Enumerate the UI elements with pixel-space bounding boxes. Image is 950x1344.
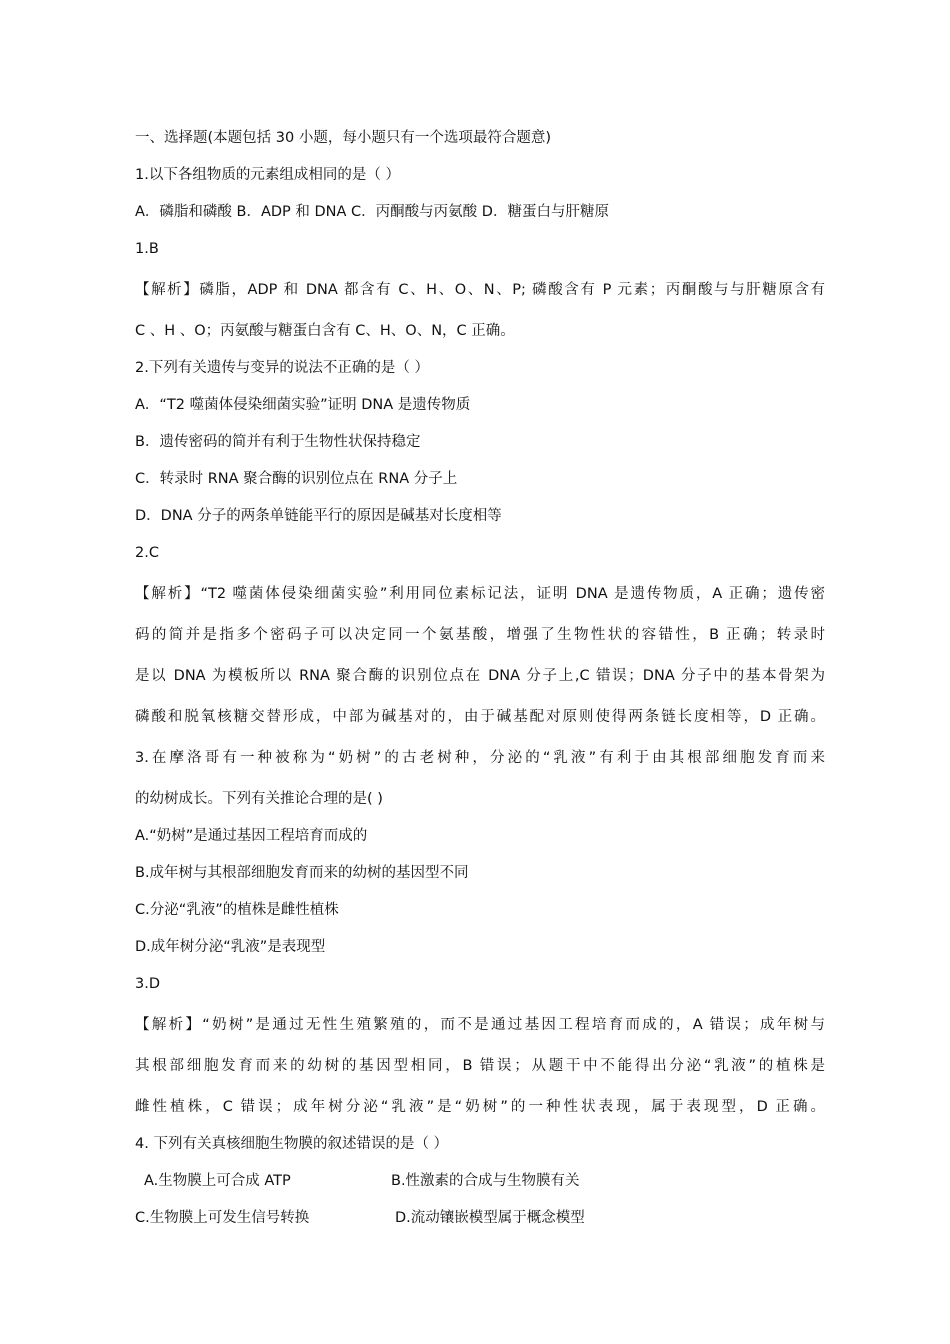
- q2-analysis-line-2: 码的简并是指多个密码子可以决定同一个氨基酸，增强了生物性状的容错性，B 正确；转录时: [135, 627, 825, 643]
- q2-option-d: D．DNA 分子的两条单链能平行的原因是碱基对长度相等: [135, 508, 502, 524]
- q1-options: A．磷脂和磷酸 B．ADP 和 DNA C．丙酮酸与丙氨酸 D．糖蛋白与肝糖原: [135, 204, 609, 220]
- q2-stem: 2.下列有关遗传与变异的说法不正确的是（ ）: [135, 360, 429, 376]
- q2-analysis-line-3: 是以 DNA 为模板所以 RNA 聚合酶的识别位点在 DNA 分子上,C 错误；DNA 分子中的基本骨架为: [135, 668, 825, 684]
- q4-option-a: A.生物膜上可合成 ATP: [144, 1173, 291, 1189]
- q3-stem-line-1: 3.在摩洛哥有一种被称为“奶树”的古老树种，分泌的“乳液”有利于由其根部细胞发育而来: [135, 750, 825, 766]
- q2-analysis-line-1: 【解析】“T2 噬菌体侵染细菌实验”利用同位素标记法，证明 DNA 是遗传物质，A 正确；遗传密: [135, 586, 825, 602]
- q3-option-d: D.成年树分泌“乳液”是表现型: [135, 939, 326, 955]
- q4-option-d: D.流动镶嵌模型属于概念模型: [395, 1210, 585, 1226]
- q2-option-c: C．转录时 RNA 聚合酶的识别位点在 RNA 分子上: [135, 471, 458, 487]
- q4-option-c: C.生物膜上可发生信号转换: [135, 1210, 310, 1226]
- q4-stem: 4. 下列有关真核细胞生物膜的叙述错误的是（ ）: [135, 1136, 449, 1152]
- q3-analysis-line-1: 【解析】“奶树”是通过无性生殖繁殖的，而不是通过基因工程培育而成的，A 错误；成年树与: [135, 1017, 825, 1033]
- q3-stem-line-2: 的幼树成长。下列有关推论合理的是( ): [135, 791, 383, 807]
- document-page: [135, 120, 825, 1228]
- q1-analysis-line-1: 【解析】磷脂，ADP 和 DNA 都含有 C、H、O、N、P; 磷酸含有 P 元素；丙酮酸与与肝糖原含有: [135, 282, 825, 298]
- q3-analysis-line-3: 雌性植株，C 错误；成年树分泌“乳液”是“奶树”的一种性状表现，属于表现型，D 正确。: [135, 1099, 825, 1115]
- q2-answer: 2.C: [135, 545, 159, 561]
- q4-options-row-1: [135, 1171, 825, 1191]
- q4-option-b: B.性激素的合成与生物膜有关: [391, 1173, 580, 1189]
- q3-analysis-line-2: 其根部细胞发育而来的幼树的基因型相同，B 错误；从题干中不能得出分泌“乳液”的植株是: [135, 1058, 825, 1074]
- q3-option-b: B.成年树与其根部细胞发育而来的幼树的基因型不同: [135, 865, 469, 881]
- q2-option-a: A．“T2 噬菌体侵染细菌实验”证明 DNA 是遗传物质: [135, 397, 471, 413]
- q1-analysis-line-2: C 、H 、O；丙氨酸与糖蛋白含有 C、H、O、N，C 正确。: [135, 323, 515, 339]
- q3-answer: 3.D: [135, 976, 160, 992]
- q1-stem: 1.以下各组物质的元素组成相同的是（ ）: [135, 167, 400, 183]
- q2-option-b: B．遗传密码的简并有利于生物性状保持稳定: [135, 434, 421, 450]
- q3-option-c: C.分泌“乳液”的植株是雌性植株: [135, 902, 339, 918]
- section-title: 一、选择题(本题包括 30 小题，每小题只有一个选项最符合题意): [135, 130, 551, 146]
- q4-options-row-2: [135, 1208, 825, 1228]
- q2-analysis-line-4: 磷酸和脱氧核糖交替形成，中部为碱基对的，由于碱基配对原则使得两条链长度相等，D 正确。: [135, 709, 825, 725]
- q1-answer: 1.B: [135, 241, 159, 257]
- q3-option-a: A.“奶树”是通过基因工程培育而成的: [135, 828, 368, 844]
